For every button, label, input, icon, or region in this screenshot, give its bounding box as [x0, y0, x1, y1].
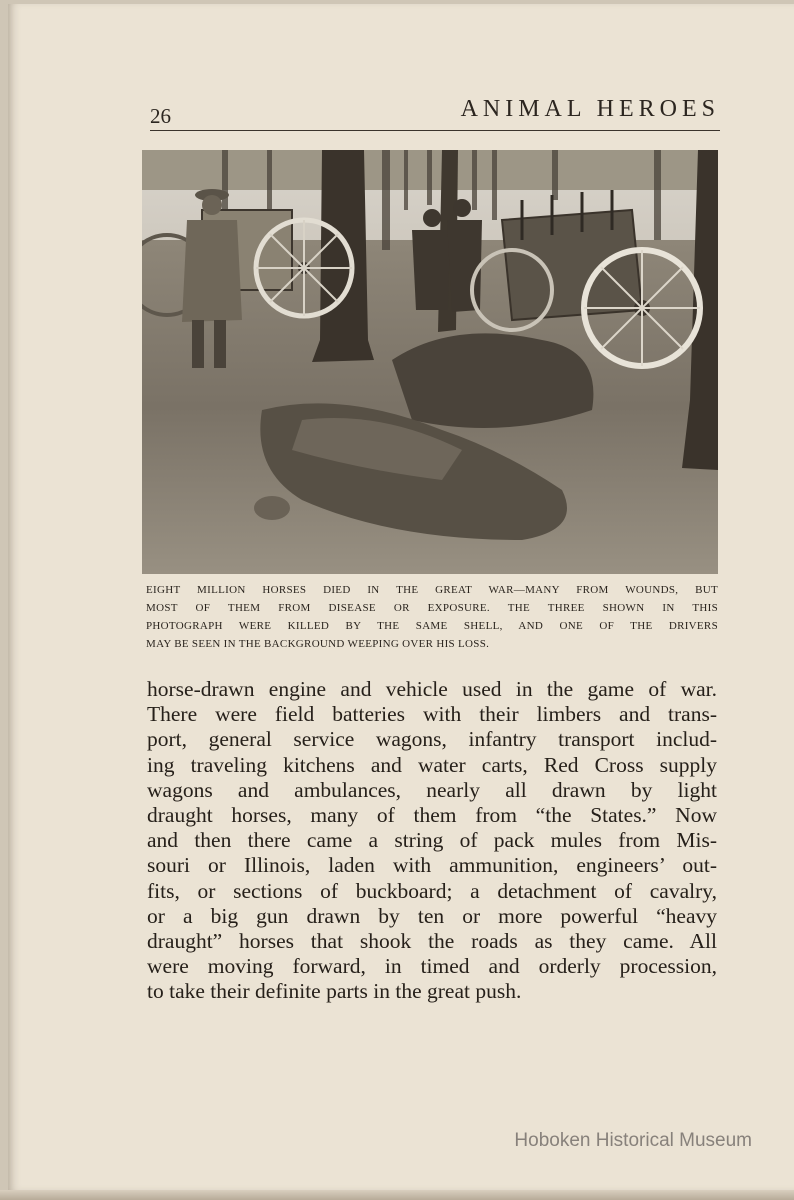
page-number: 26	[150, 104, 171, 128]
photo-illustration	[142, 150, 718, 574]
page-bottom-edge	[0, 1190, 794, 1200]
caption-line: MAY BE SEEN IN THE BACKGROUND WEEPING OVER HIS LOSS.	[146, 638, 490, 650]
caption-line: MOST OF THEM FROM DISEASE OR EXPOSURE. THE THREE SHOWN IN THIS	[146, 602, 718, 614]
running-head: ANIMAL HEROES	[460, 96, 720, 122]
photo-caption	[146, 581, 718, 653]
body-line: port, general service wagons, infantry transport includ-	[147, 727, 717, 752]
body-line: draught horses, many of them from “the States.” Now	[147, 803, 717, 828]
museum-watermark: Hoboken Historical Museum	[514, 1130, 752, 1151]
page-header	[150, 96, 720, 131]
body-line: and then there came a string of pack mules from Mis-	[147, 828, 717, 853]
body-line: draught” horses that shook the roads as they came. All	[147, 929, 717, 954]
body-text	[147, 677, 717, 1005]
caption-line: EIGHT MILLION HORSES DIED IN THE GREAT WAR—MANY FROM WOUNDS, BUT	[146, 584, 718, 596]
body-line: were moving forward, in timed and orderly procession,	[147, 954, 717, 979]
body-line: souri or Illinois, laden with ammunition, engineers’ out-	[147, 853, 717, 878]
body-line: or a big gun drawn by ten or more powerful “heavy	[147, 903, 717, 928]
body-line: There were field batteries with their limbers and trans-	[147, 702, 717, 727]
body-line: to take their definite parts in the great push.	[147, 979, 522, 1004]
caption-line: PHOTOGRAPH WERE KILLED BY THE SAME SHELL, AND ONE OF THE DRIVERS	[146, 620, 718, 632]
body-line: fits, or sections of buckboard; a detachment of cavalry,	[147, 878, 717, 903]
war-photograph	[142, 150, 718, 574]
body-line: ing traveling kitchens and water carts, Red Cross supply	[147, 752, 717, 777]
body-line: wagons and ambulances, nearly all drawn by light	[147, 777, 717, 802]
body-line: horse-drawn engine and vehicle used in the game of war.	[147, 677, 717, 701]
